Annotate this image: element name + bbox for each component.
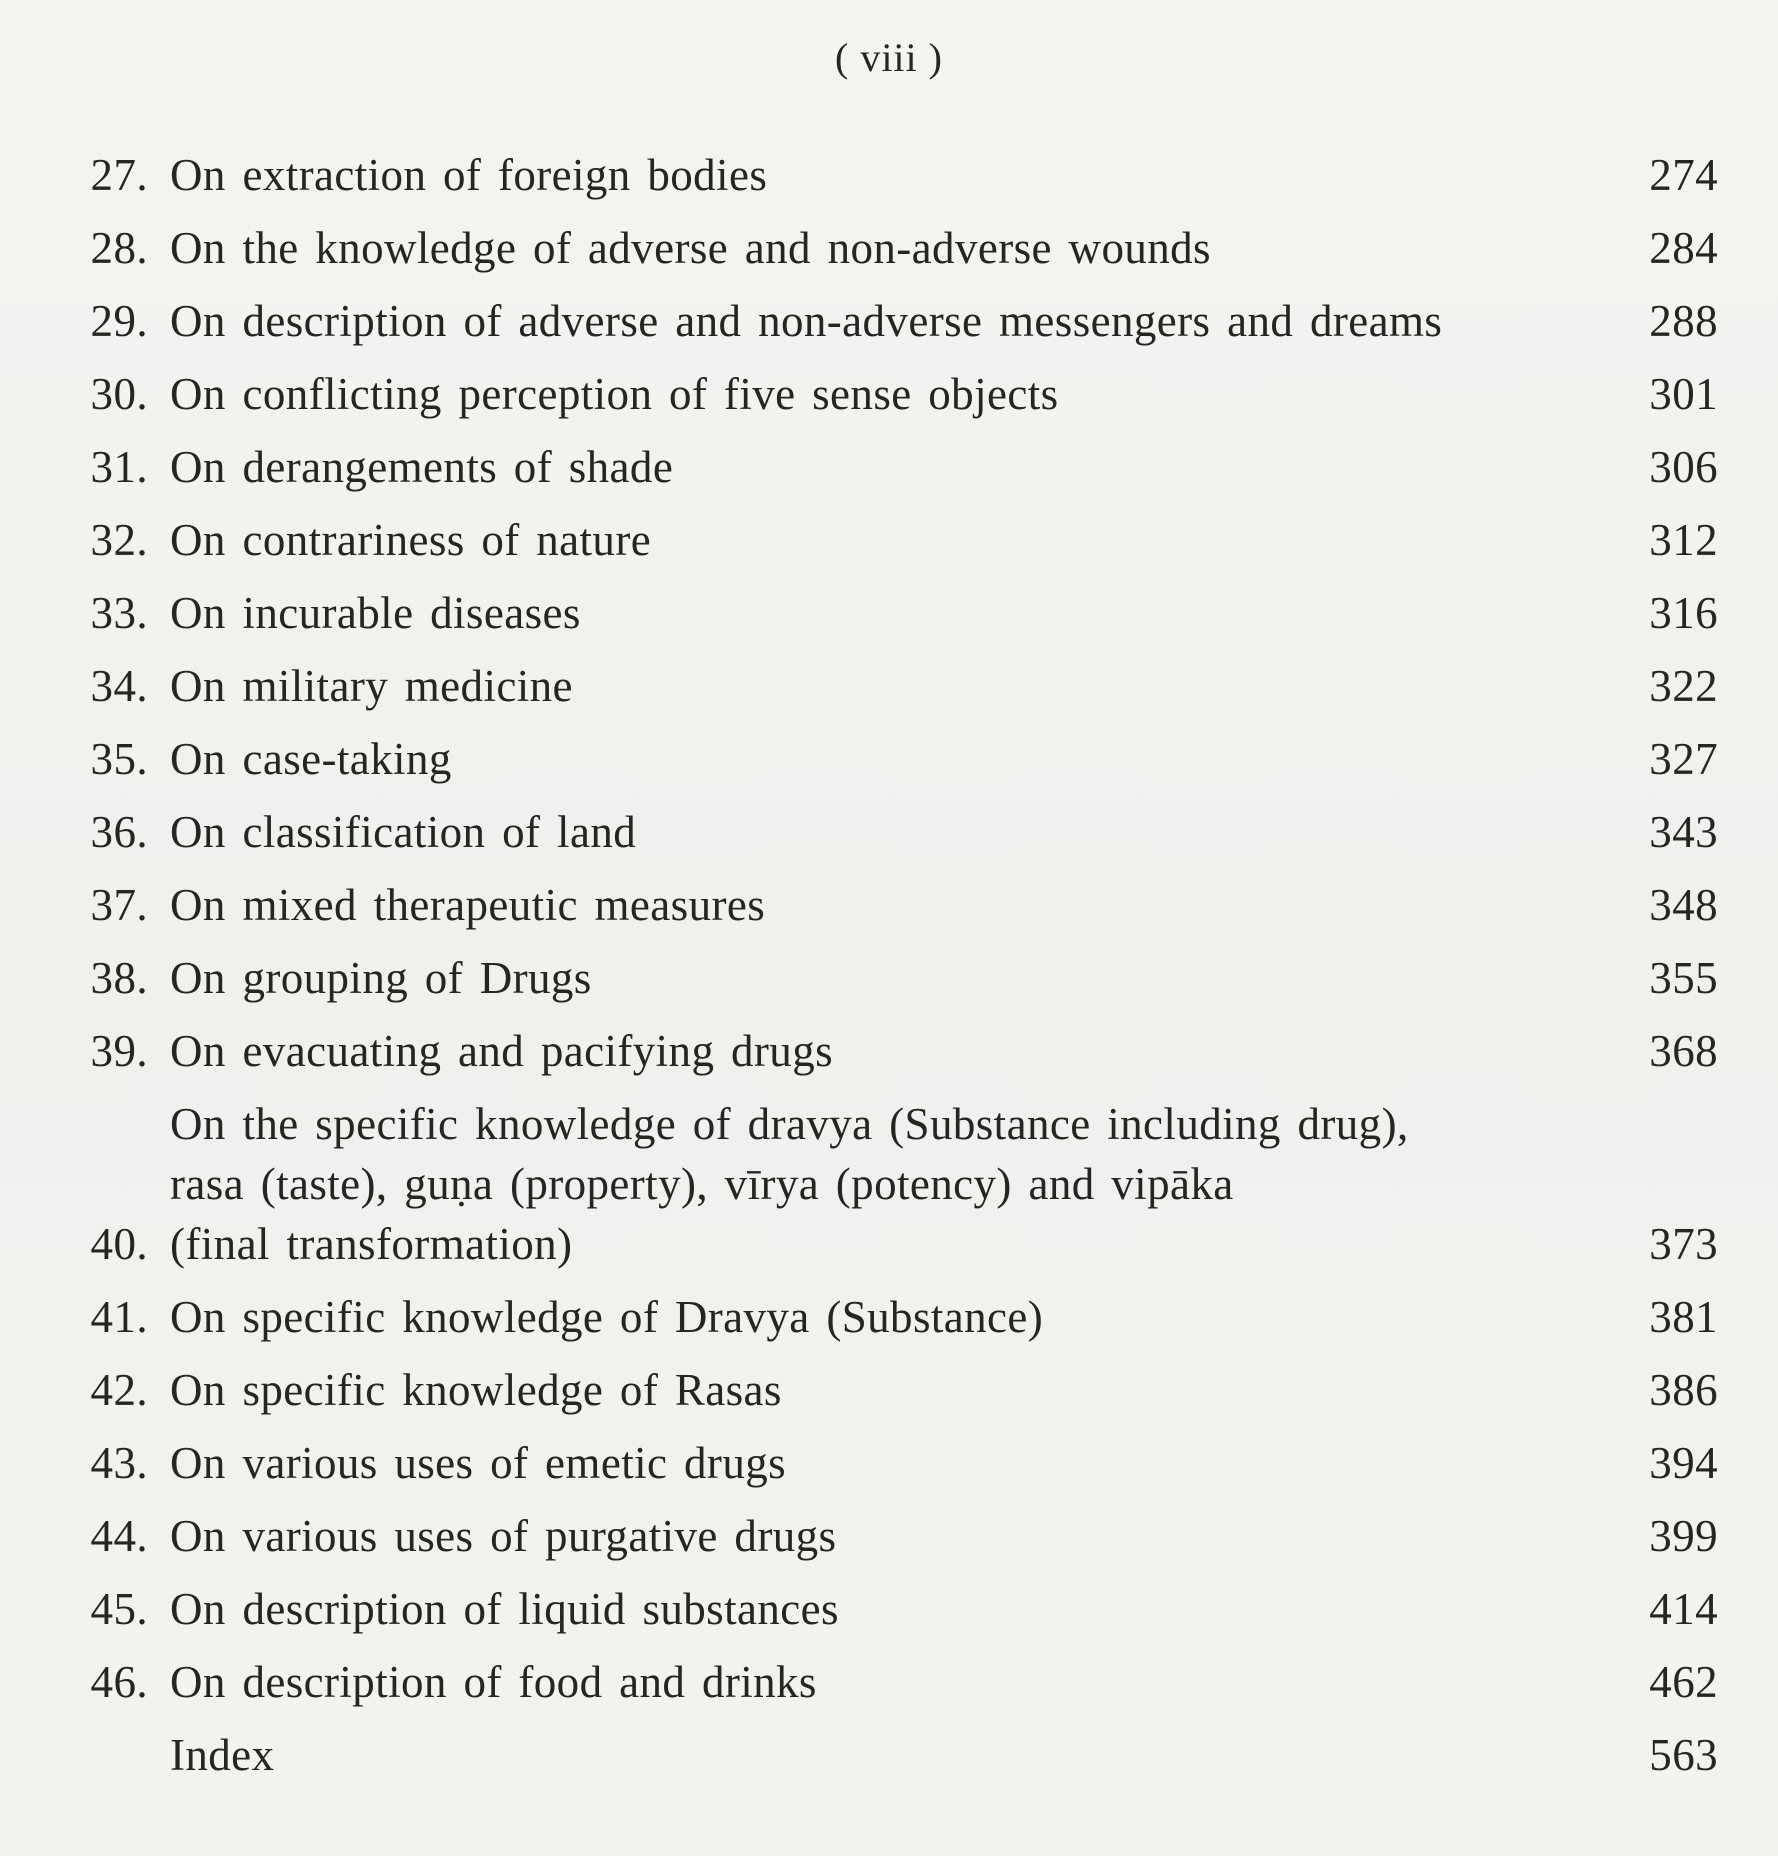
toc-entry (60, 1094, 1718, 1274)
toc-entry-title-line: On case-taking (170, 734, 452, 784)
toc-entry-number: 36. (90, 807, 148, 857)
toc-entry-title-line: rasa (taste), guṇa (property), vīrya (potency) and vipāka (170, 1159, 1234, 1209)
toc-entry-title-line: Index (170, 1730, 275, 1780)
toc-entry (60, 364, 1718, 424)
toc-entry-number: 32. (90, 515, 148, 565)
toc-entry-title (148, 291, 1598, 351)
toc-entry-number: 43. (90, 1438, 148, 1488)
toc-entry-page: 343 (1649, 807, 1718, 857)
toc-entry-title (148, 145, 1598, 205)
toc-entry (60, 291, 1718, 351)
toc-entry-title-line: On various uses of emetic drugs (170, 1438, 787, 1488)
toc-entry-title-line: On derangements of shade (170, 442, 674, 492)
toc-entry-title (148, 437, 1598, 497)
toc-entry-page: 316 (1649, 588, 1718, 638)
toc-entry-title-line: On specific knowledge of Rasas (170, 1365, 782, 1415)
toc-entry-title-line: On mixed therapeutic measures (170, 880, 766, 930)
toc-entry-page: 355 (1649, 953, 1718, 1003)
toc-entry (60, 1725, 1718, 1785)
toc-entry-page: 301 (1649, 369, 1718, 419)
toc-entry-title (148, 656, 1598, 716)
toc-entry-title (148, 802, 1598, 862)
toc-entry-title-line: On description of liquid substances (170, 1584, 839, 1634)
toc-entry (60, 656, 1718, 716)
toc-entry-title (148, 1360, 1598, 1420)
toc-entry-page: 563 (1649, 1730, 1718, 1780)
toc-entry-number: 40. (90, 1219, 148, 1269)
toc-entry-page: 414 (1649, 1584, 1718, 1634)
toc-entry-page: 462 (1649, 1657, 1718, 1707)
toc-entry (60, 729, 1718, 789)
toc-entry-number: 39. (90, 1026, 148, 1076)
toc-entry-title (148, 875, 1598, 935)
toc-entry-number: 44. (90, 1511, 148, 1561)
toc-entry-title (148, 1506, 1598, 1566)
toc-entry (60, 145, 1718, 205)
toc-entry (60, 1652, 1718, 1712)
toc-entry-title (148, 1725, 1598, 1785)
toc-entry-number: 31. (90, 442, 148, 492)
toc-entry-title-line: On conflicting perception of five sense objects (170, 369, 1059, 419)
toc-entry-title (148, 218, 1598, 278)
toc-entry-number: 34. (90, 661, 148, 711)
toc-entry (60, 1579, 1718, 1639)
toc-entry-title (148, 729, 1598, 789)
toc-entry-page: 306 (1649, 442, 1718, 492)
page-number: ( viii ) (835, 35, 943, 80)
toc-entry-title-line: On classification of land (170, 807, 637, 857)
toc-entry-number: 30. (90, 369, 148, 419)
toc-entry-title-line: On the specific knowledge of dravya (Substance including drug), (170, 1099, 1409, 1149)
toc-entry-number: 42. (90, 1365, 148, 1415)
toc-entry (60, 1287, 1718, 1347)
toc-entry (60, 583, 1718, 643)
toc-entry (60, 948, 1718, 1008)
toc-entry-title-line: On description of adverse and non-adverse messengers and dreams (170, 296, 1443, 346)
toc-entry-title-line: On the knowledge of adverse and non-adverse wounds (170, 223, 1211, 273)
toc-entry-number: 29. (90, 296, 148, 346)
toc-entry-title-line: On description of food and drinks (170, 1657, 817, 1707)
toc-entry-page: 394 (1649, 1438, 1718, 1488)
toc-entry (60, 510, 1718, 570)
toc-entry-number: 35. (90, 734, 148, 784)
toc-entry-title-line: On grouping of Drugs (170, 953, 592, 1003)
toc-entry-number: 27. (90, 150, 148, 200)
toc-entry-title (148, 948, 1598, 1008)
toc-entry-title-line: On contrariness of nature (170, 515, 652, 565)
toc-entry-page: 284 (1649, 223, 1718, 273)
toc-entry-number: 45. (90, 1584, 148, 1634)
table-of-contents (60, 145, 1718, 1798)
toc-entry-page: 274 (1649, 150, 1718, 200)
toc-entry-title (148, 1579, 1598, 1639)
toc-entry-page: 348 (1649, 880, 1718, 930)
toc-entry-title-line: On extraction of foreign bodies (170, 150, 768, 200)
toc-entry-title-line: On various uses of purgative drugs (170, 1511, 837, 1561)
toc-entry (60, 1021, 1718, 1081)
toc-entry-title (148, 583, 1598, 643)
toc-entry-title-line: (final transformation) (170, 1219, 573, 1269)
toc-entry-number: 28. (90, 223, 148, 273)
toc-entry-title (148, 1094, 1598, 1274)
toc-entry-number: 38. (90, 953, 148, 1003)
toc-entry-page: 327 (1649, 734, 1718, 784)
toc-entry-title-line: On incurable diseases (170, 588, 581, 638)
toc-entry (60, 1360, 1718, 1420)
toc-entry-page: 322 (1649, 661, 1718, 711)
toc-entry (60, 1506, 1718, 1566)
toc-entry-title (148, 510, 1598, 570)
toc-entry-number: 37. (90, 880, 148, 930)
toc-entry-number: 41. (90, 1292, 148, 1342)
toc-entry-title (148, 1433, 1598, 1493)
toc-entry-page: 386 (1649, 1365, 1718, 1415)
toc-entry-title-line: On specific knowledge of Dravya (Substance) (170, 1292, 1044, 1342)
toc-entry-page: 381 (1649, 1292, 1718, 1342)
toc-entry (60, 1433, 1718, 1493)
toc-entry-page: 312 (1649, 515, 1718, 565)
toc-entry (60, 802, 1718, 862)
toc-entry-page: 399 (1649, 1511, 1718, 1561)
toc-entry-title (148, 1287, 1598, 1347)
toc-entry-number: 33. (90, 588, 148, 638)
toc-entry (60, 437, 1718, 497)
toc-entry-title (148, 1021, 1598, 1081)
toc-entry-page: 368 (1649, 1026, 1718, 1076)
toc-entry-title (148, 364, 1598, 424)
toc-entry (60, 218, 1718, 278)
toc-entry (60, 875, 1718, 935)
toc-entry-title-line: On evacuating and pacifying drugs (170, 1026, 834, 1076)
toc-entry-page: 373 (1649, 1219, 1718, 1269)
toc-entry-number: 46. (90, 1657, 148, 1707)
toc-entry-title (148, 1652, 1598, 1712)
toc-entry-page: 288 (1649, 296, 1718, 346)
toc-entry-title-line: On military medicine (170, 661, 573, 711)
